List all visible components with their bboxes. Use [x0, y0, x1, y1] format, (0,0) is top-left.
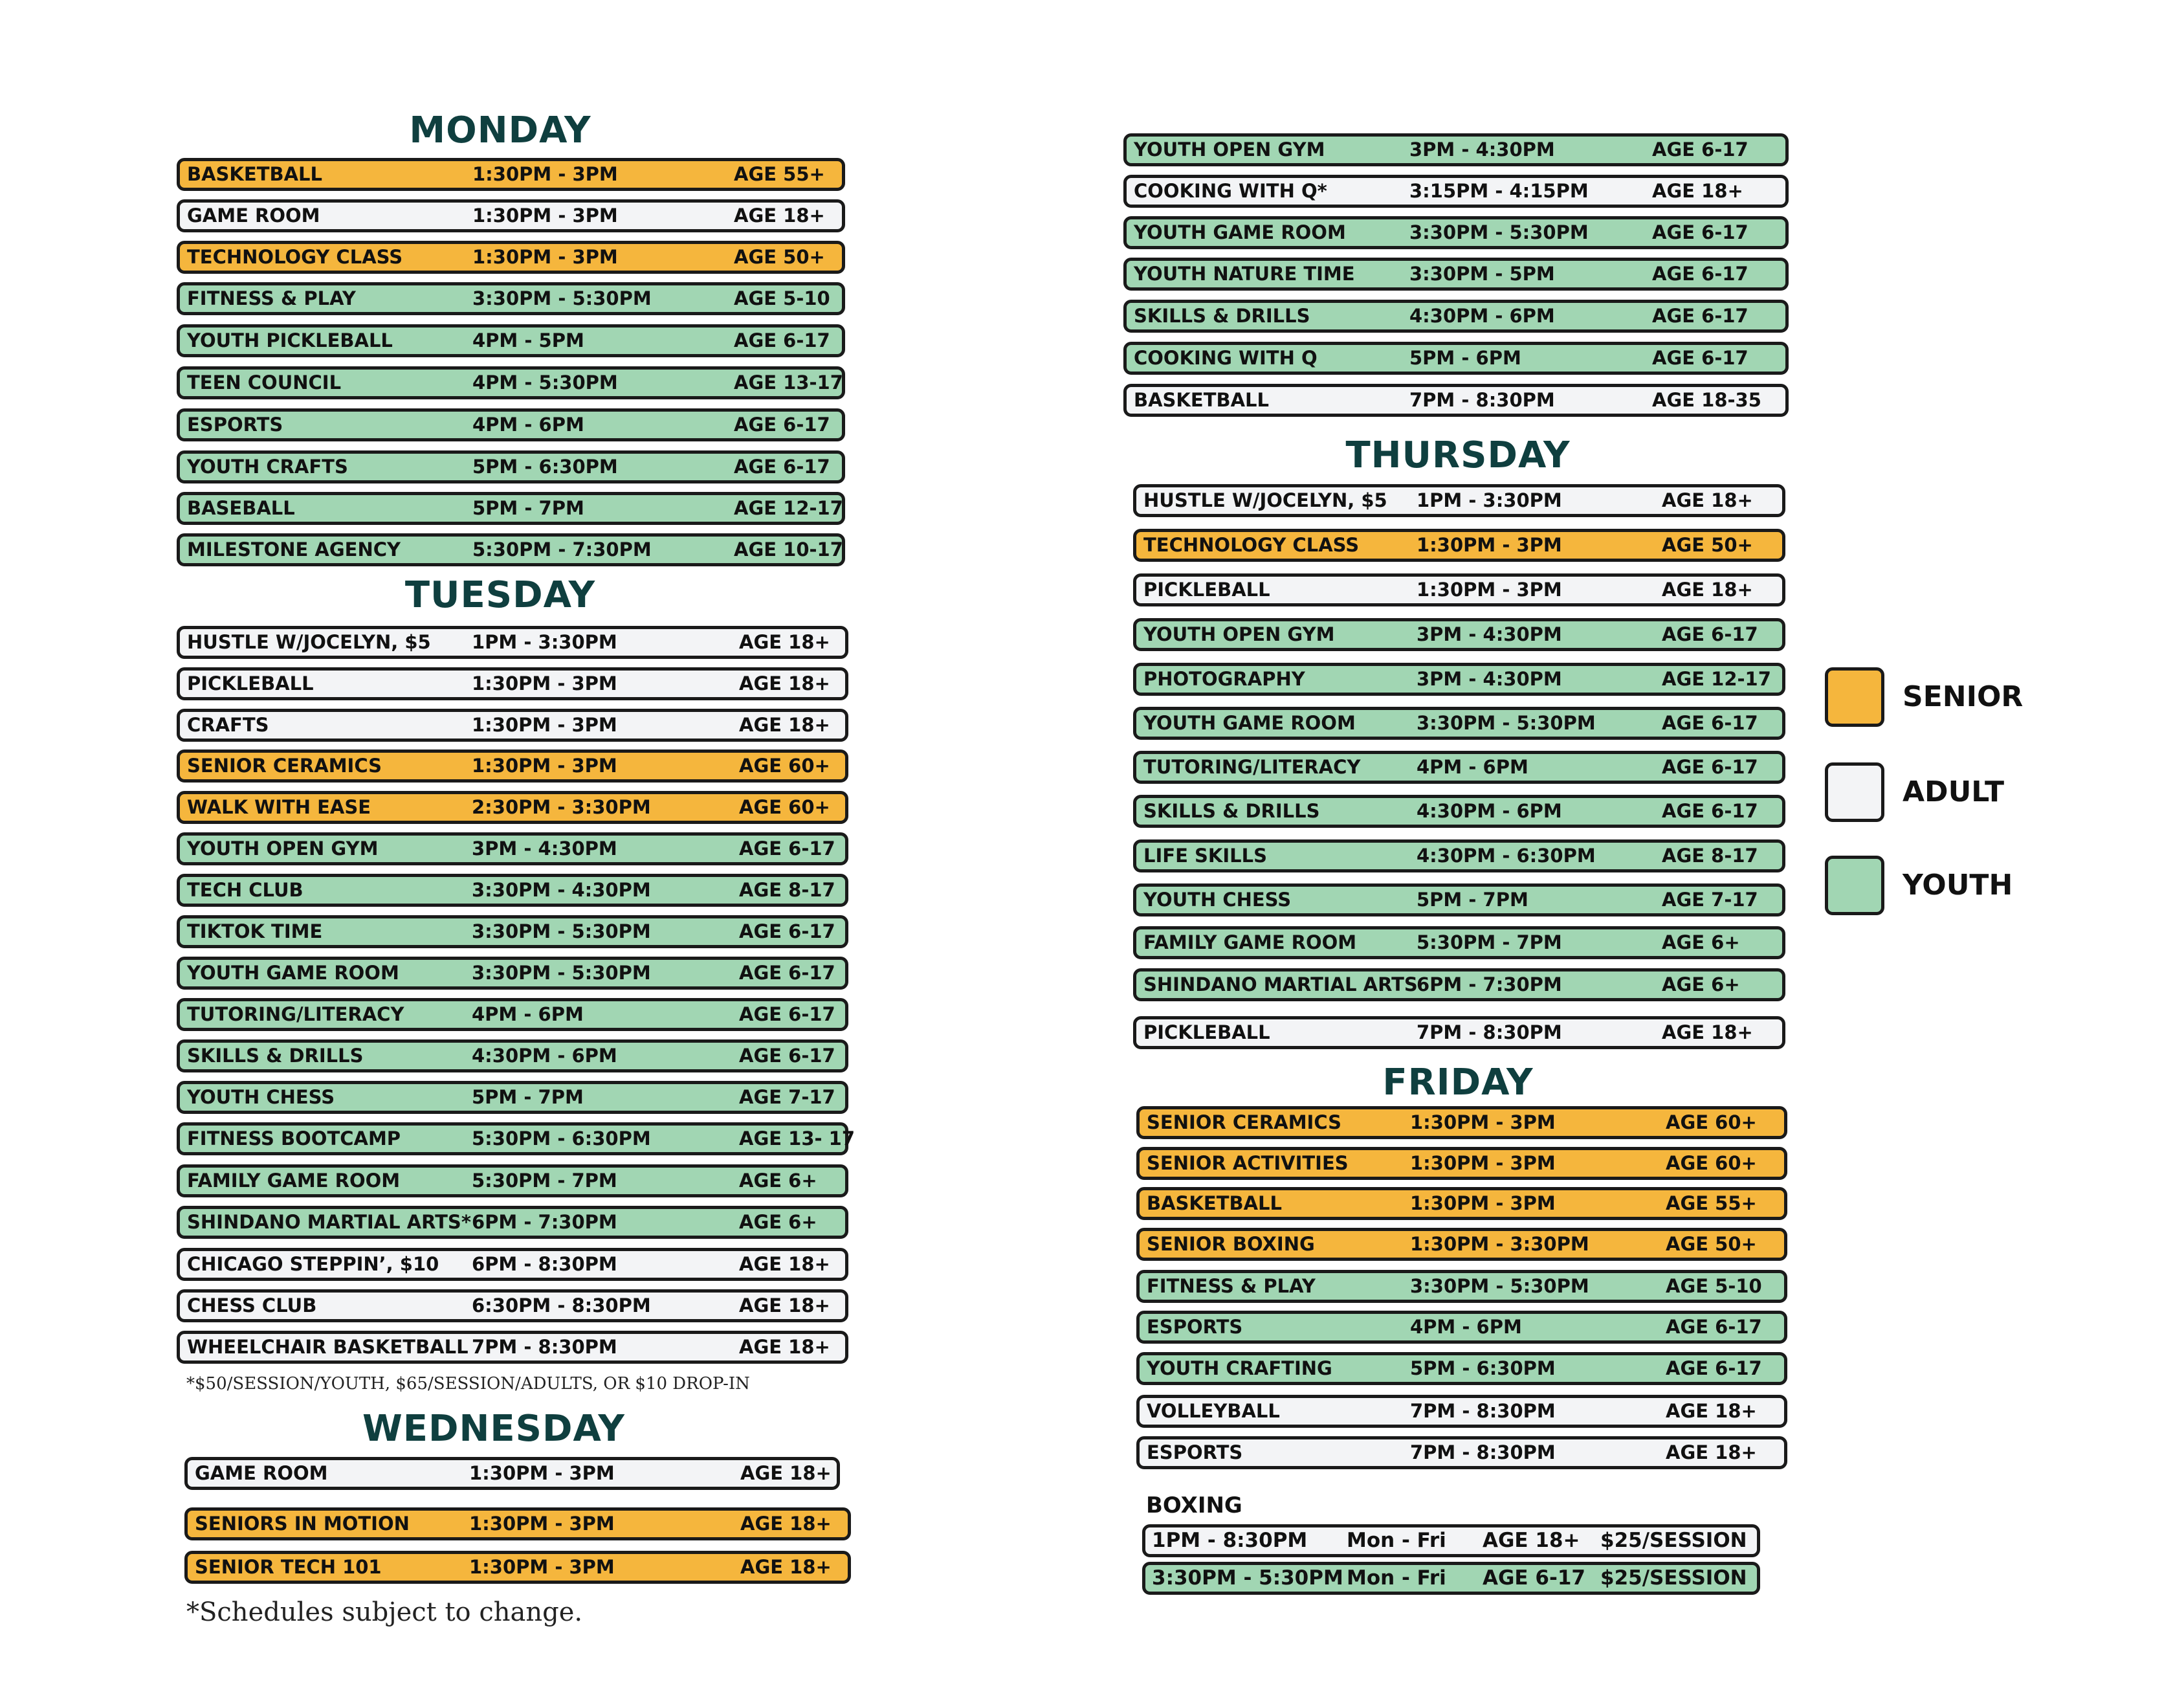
- thursday-heading: THURSDAY: [1345, 434, 1571, 476]
- activity-time: 3:30PM - 5:30PM: [1410, 1275, 1589, 1297]
- activity-age: AGE 18+: [734, 205, 825, 227]
- schedule-row: [177, 1164, 848, 1197]
- schedule-row: [177, 1039, 848, 1072]
- activity-time: 3:30PM - 5:30PM: [1409, 221, 1589, 243]
- activity-time: 1:30PM - 3PM: [469, 1556, 615, 1578]
- activity-age: AGE 6-17: [1666, 1316, 1762, 1338]
- activity-time: 5PM - 6PM: [1409, 347, 1521, 369]
- schedule-row: [177, 915, 848, 948]
- activity-age: AGE 6+: [739, 1211, 817, 1233]
- schedule-row: [1133, 795, 1785, 828]
- activity-age: AGE 6-17: [734, 329, 830, 351]
- activity-age: AGE 6-17: [1662, 756, 1758, 778]
- activity-time: 1:30PM - 3PM: [469, 1513, 615, 1535]
- boxing-row: [1142, 1524, 1760, 1557]
- activity-time: 7PM - 8:30PM: [472, 1336, 617, 1358]
- schedule-row: [177, 667, 848, 700]
- activity-time: 1:30PM - 3PM: [1410, 1152, 1556, 1174]
- activity-age: AGE 6-17: [734, 456, 830, 478]
- activity-name: YOUTH NATURE TIME: [1134, 263, 1355, 285]
- schedule-row: [1133, 707, 1785, 740]
- activity-name: BASKETBALL: [187, 163, 323, 185]
- boxing-price: $25/SESSION: [1600, 1566, 1747, 1590]
- schedule-row: [1136, 1395, 1787, 1428]
- activity-age: AGE 18+: [739, 1294, 830, 1316]
- schedule-row: [1136, 1228, 1787, 1261]
- activity-name: WALK WITH EASE: [187, 796, 371, 818]
- legend-senior-swatch: [1825, 667, 1884, 727]
- schedule-row: [1133, 839, 1785, 872]
- activity-name: TUTORING/LITERACY: [187, 1003, 404, 1025]
- schedule-row: [177, 533, 845, 566]
- activity-name: WHEELCHAIR BASKETBALL: [187, 1336, 469, 1358]
- activity-name: ESPORTS: [1147, 1316, 1243, 1338]
- activity-age: AGE 6-17: [1652, 347, 1748, 369]
- activity-age: AGE 18-35: [1652, 389, 1761, 411]
- boxing-row: [1142, 1562, 1760, 1595]
- activity-name: YOUTH OPEN GYM: [187, 838, 379, 860]
- activity-time: 3:30PM - 5:30PM: [1417, 712, 1596, 734]
- activity-age: AGE 6-17: [1666, 1357, 1762, 1379]
- activity-age: AGE 5-10: [734, 287, 830, 309]
- schedule-row: [1123, 300, 1789, 333]
- activity-age: AGE 18+: [740, 1462, 832, 1484]
- activity-name: PICKLEBALL: [187, 672, 314, 694]
- activity-age: AGE 6-17: [739, 962, 835, 984]
- activity-age: AGE 7-17: [1662, 889, 1758, 911]
- activity-name: YOUTH GAME ROOM: [187, 962, 399, 984]
- activity-time: 5PM - 6:30PM: [1410, 1357, 1556, 1379]
- activity-name: FAMILY GAME ROOM: [1143, 931, 1357, 953]
- schedule-row: [1136, 1352, 1787, 1385]
- activity-age: AGE 18+: [1652, 180, 1743, 202]
- schedule-row: [1133, 883, 1785, 916]
- activity-age: AGE 55+: [734, 163, 825, 185]
- activity-age: AGE 50+: [1662, 534, 1753, 556]
- legend-senior-label: SENIOR: [1903, 680, 2024, 713]
- schedule-row: [1133, 926, 1785, 959]
- activity-name: YOUTH CHESS: [187, 1086, 335, 1108]
- schedule-row: [1123, 133, 1789, 166]
- activity-age: AGE 50+: [734, 246, 825, 268]
- activity-name: SKILLS & DRILLS: [1143, 800, 1320, 822]
- activity-name: YOUTH CRAFTS: [187, 456, 348, 478]
- friday-heading: FRIDAY: [1382, 1061, 1534, 1104]
- activity-time: 5:30PM - 7:30PM: [472, 539, 652, 561]
- schedule-row: [1123, 216, 1789, 249]
- activity-time: 3PM - 4:30PM: [1417, 668, 1562, 690]
- schedule-row: [1123, 258, 1789, 291]
- activity-time: 6PM - 8:30PM: [472, 1253, 617, 1275]
- activity-name: FITNESS & PLAY: [187, 287, 356, 309]
- activity-name: CHICAGO STEPPIN’, $10: [187, 1253, 439, 1275]
- activity-name: GAME ROOM: [187, 205, 320, 227]
- activity-age: AGE 6-17: [1652, 221, 1748, 243]
- activity-name: TECH CLUB: [187, 879, 303, 901]
- activity-age: AGE 18+: [739, 631, 830, 653]
- schedule-row: [177, 324, 845, 357]
- activity-age: AGE 13- 17: [739, 1127, 855, 1149]
- activity-time: 1:30PM - 3PM: [472, 755, 617, 777]
- activity-age: AGE 55+: [1666, 1192, 1757, 1214]
- activity-name: ESPORTS: [1147, 1441, 1243, 1463]
- activity-name: YOUTH GAME ROOM: [1143, 712, 1356, 734]
- activity-name: SENIOR CERAMICS: [1147, 1111, 1342, 1133]
- activity-name: BASEBALL: [187, 497, 295, 519]
- activity-time: 4PM - 6PM: [472, 414, 584, 436]
- activity-age: AGE 18+: [1666, 1441, 1757, 1463]
- activity-name: COOKING WITH Q*: [1134, 180, 1327, 202]
- schedule-row: [1136, 1147, 1787, 1180]
- schedule-row: [177, 366, 845, 399]
- schedule-row: [177, 874, 848, 907]
- activity-age: AGE 8-17: [739, 879, 835, 901]
- activity-age: AGE 18+: [739, 672, 830, 694]
- activity-time: 1:30PM - 3PM: [469, 1462, 615, 1484]
- schedule-row: [177, 408, 845, 441]
- activity-time: 1:30PM - 3PM: [472, 714, 617, 736]
- schedule-row: [177, 492, 845, 525]
- schedule-row: [177, 1122, 855, 1155]
- activity-name: CHESS CLUB: [187, 1294, 317, 1316]
- activity-time: 4:30PM - 6PM: [472, 1045, 617, 1067]
- activity-age: AGE 6-17: [1652, 305, 1748, 327]
- schedule-row: [1136, 1436, 1787, 1469]
- schedule-row: [177, 1081, 848, 1114]
- schedule-row: [1136, 1270, 1787, 1303]
- activity-name: FAMILY GAME ROOM: [187, 1170, 401, 1192]
- activity-name: SENIOR TECH 101: [195, 1556, 382, 1578]
- schedule-row: [1123, 384, 1789, 417]
- activity-age: AGE 6-17: [1662, 623, 1758, 645]
- activity-name: PICKLEBALL: [1143, 579, 1270, 601]
- activity-time: 4:30PM - 6PM: [1409, 305, 1555, 327]
- activity-time: 4PM - 5PM: [472, 329, 584, 351]
- activity-name: COOKING WITH Q: [1134, 347, 1318, 369]
- tuesday-heading: TUESDAY: [404, 574, 596, 616]
- schedule-row: [177, 199, 845, 232]
- activity-name: HUSTLE W/JOCELYN, $5: [187, 631, 431, 653]
- activity-name: VOLLEYBALL: [1147, 1400, 1280, 1422]
- schedule-row: [1133, 751, 1785, 784]
- activity-time: 1:30PM - 3PM: [1410, 1192, 1556, 1214]
- monday-heading: MONDAY: [409, 109, 591, 151]
- schedule-row: [177, 791, 848, 824]
- activity-time: 7PM - 8:30PM: [1410, 1400, 1556, 1422]
- activity-time: 1PM - 3:30PM: [1417, 489, 1562, 511]
- activity-name: BASKETBALL: [1134, 389, 1270, 411]
- activity-time: 1:30PM - 3PM: [472, 205, 618, 227]
- activity-time: 6:30PM - 8:30PM: [472, 1294, 651, 1316]
- activity-name: ESPORTS: [187, 414, 283, 436]
- schedule-row: [177, 282, 845, 315]
- activity-time: 5PM - 7PM: [1417, 889, 1528, 911]
- activity-time: 5PM - 7PM: [472, 497, 584, 519]
- activity-age: AGE 6-17: [739, 838, 835, 860]
- activity-name: FITNESS & PLAY: [1147, 1275, 1316, 1297]
- schedule-note: *Schedules subject to change.: [186, 1597, 583, 1627]
- activity-name: SKILLS & DRILLS: [1134, 305, 1310, 327]
- activity-age: AGE 6-17: [739, 1003, 835, 1025]
- tuesday-footnote: *$50/SESSION/YOUTH, $65/SESSION/ADULTS, OR $10 DROP-IN: [186, 1374, 750, 1394]
- activity-time: 3PM - 4:30PM: [1417, 623, 1562, 645]
- activity-time: 3PM - 4:30PM: [1409, 139, 1555, 161]
- activity-age: AGE 8-17: [1662, 845, 1758, 867]
- activity-age: AGE 6-17: [1652, 139, 1748, 161]
- activity-time: 7PM - 8:30PM: [1410, 1441, 1556, 1463]
- activity-age: AGE 13-17: [734, 372, 843, 394]
- activity-name: SENIOR CERAMICS: [187, 755, 382, 777]
- activity-name: PHOTOGRAPHY: [1143, 668, 1305, 690]
- schedule-row: [177, 1248, 848, 1281]
- activity-name: YOUTH GAME ROOM: [1134, 221, 1346, 243]
- activity-time: 1:30PM - 3PM: [472, 246, 618, 268]
- activity-age: AGE 60+: [739, 796, 830, 818]
- activity-name: TECHNOLOGY CLASS: [1143, 534, 1360, 556]
- activity-time: 3:30PM - 5:30PM: [472, 287, 652, 309]
- activity-name: SKILLS & DRILLS: [187, 1045, 364, 1067]
- activity-age: AGE 18+: [740, 1513, 832, 1535]
- activity-age: AGE 18+: [1662, 489, 1753, 511]
- schedule-row: [177, 158, 845, 191]
- activity-time: 6PM - 7:30PM: [1417, 973, 1562, 995]
- activity-name: SHINDANO MARTIAL ARTS: [1143, 973, 1418, 995]
- activity-name: YOUTH PICKLEBALL: [187, 329, 393, 351]
- activity-name: TECHNOLOGY CLASS: [187, 246, 403, 268]
- schedule-row: [177, 750, 848, 783]
- activity-age: AGE 18+: [1662, 579, 1753, 601]
- legend-adult-label: ADULT: [1903, 775, 2005, 808]
- activity-age: AGE 60+: [739, 755, 830, 777]
- activity-name: TEEN COUNCIL: [187, 372, 342, 394]
- activity-time: 7PM - 8:30PM: [1417, 1021, 1562, 1043]
- activity-time: 1:30PM - 3PM: [1417, 534, 1562, 556]
- activity-age: AGE 18+: [740, 1556, 832, 1578]
- schedule-row: [1136, 1187, 1787, 1220]
- activity-age: AGE 5-10: [1666, 1275, 1762, 1297]
- schedule-row: [177, 998, 848, 1031]
- activity-age: AGE 10-17: [734, 539, 843, 561]
- boxing-time: 3:30PM - 5:30PM: [1152, 1566, 1343, 1590]
- boxing-heading: BOXING: [1146, 1493, 1242, 1518]
- activity-time: 4PM - 6PM: [472, 1003, 584, 1025]
- activity-time: 7PM - 8:30PM: [1409, 389, 1555, 411]
- activity-age: AGE 6-17: [1652, 263, 1748, 285]
- boxing-days: Mon - Fri: [1347, 1529, 1446, 1552]
- activity-time: 5:30PM - 6:30PM: [472, 1127, 651, 1149]
- activity-age: AGE 18+: [1666, 1400, 1757, 1422]
- activity-age: AGE 7-17: [739, 1086, 835, 1108]
- activity-name: MILESTONE AGENCY: [187, 539, 401, 561]
- activity-time: 4PM - 5:30PM: [472, 372, 618, 394]
- activity-name: GAME ROOM: [195, 1462, 328, 1484]
- activity-time: 3:30PM - 5PM: [1409, 263, 1555, 285]
- activity-time: 5PM - 7PM: [472, 1086, 584, 1108]
- activity-age: AGE 18+: [1662, 1021, 1753, 1043]
- activity-age: AGE 60+: [1666, 1152, 1757, 1174]
- boxing-price: $25/SESSION: [1600, 1529, 1747, 1552]
- activity-name: CRAFTS: [187, 714, 269, 736]
- schedule-row: [177, 450, 845, 483]
- activity-name: FITNESS BOOTCAMP: [187, 1127, 401, 1149]
- schedule-row: [1133, 484, 1785, 517]
- activity-time: 1PM - 3:30PM: [472, 631, 617, 653]
- activity-name: SHINDANO MARTIAL ARTS*: [187, 1211, 471, 1233]
- activity-time: 1:30PM - 3:30PM: [1410, 1233, 1589, 1255]
- schedule-row: [177, 1289, 848, 1322]
- activity-time: 3:15PM - 4:15PM: [1409, 180, 1589, 202]
- schedule-row: [1136, 1106, 1787, 1139]
- boxing-days: Mon - Fri: [1347, 1566, 1446, 1590]
- schedule-row: [1133, 573, 1785, 606]
- activity-age: AGE 12-17: [734, 497, 843, 519]
- activity-time: 6PM - 7:30PM: [472, 1211, 617, 1233]
- activity-age: AGE 60+: [1666, 1111, 1757, 1133]
- activity-time: 4PM - 6PM: [1410, 1316, 1522, 1338]
- activity-time: 1:30PM - 3PM: [1417, 579, 1562, 601]
- activity-name: YOUTH OPEN GYM: [1143, 623, 1335, 645]
- activity-time: 1:30PM - 3PM: [472, 672, 617, 694]
- schedule-row: [1123, 175, 1789, 208]
- schedule-row: [177, 957, 848, 990]
- schedule-row: [184, 1457, 840, 1490]
- activity-name: YOUTH CHESS: [1143, 889, 1292, 911]
- activity-time: 3:30PM - 5:30PM: [472, 962, 651, 984]
- activity-time: 5:30PM - 7PM: [472, 1170, 617, 1192]
- activity-time: 1:30PM - 3PM: [1410, 1111, 1556, 1133]
- schedule-row: [177, 241, 845, 274]
- schedule-row: [1133, 663, 1785, 696]
- activity-age: AGE 6-17: [1662, 800, 1758, 822]
- activity-name: YOUTH OPEN GYM: [1134, 139, 1325, 161]
- activity-time: 4:30PM - 6:30PM: [1417, 845, 1596, 867]
- activity-name: SENIOR BOXING: [1147, 1233, 1315, 1255]
- activity-name: LIFE SKILLS: [1143, 845, 1267, 867]
- activity-name: TUTORING/LITERACY: [1143, 756, 1361, 778]
- activity-time: 1:30PM - 3PM: [472, 163, 618, 185]
- activity-time: 5PM - 6:30PM: [472, 456, 618, 478]
- wednesday-heading: WEDNESDAY: [362, 1408, 625, 1450]
- activity-time: 4:30PM - 6PM: [1417, 800, 1562, 822]
- schedule-row: [177, 1331, 848, 1364]
- activity-name: BASKETBALL: [1147, 1192, 1283, 1214]
- schedule-row: [1133, 618, 1785, 651]
- activity-age: AGE 6-17: [734, 414, 830, 436]
- schedule-row: [184, 1551, 851, 1584]
- activity-time: 3PM - 4:30PM: [472, 838, 617, 860]
- activity-age: AGE 12-17: [1662, 668, 1771, 690]
- activity-age: AGE 6+: [1662, 973, 1740, 995]
- activity-age: AGE 6+: [739, 1170, 817, 1192]
- activity-name: TIKTOK TIME: [187, 920, 323, 942]
- schedule-row: [1133, 529, 1785, 562]
- activity-age: AGE 50+: [1666, 1233, 1757, 1255]
- schedule-row: [177, 832, 848, 865]
- activity-name: SENIORS IN MOTION: [195, 1513, 410, 1535]
- schedule-row: [1133, 968, 1785, 1001]
- schedule-row: [1136, 1311, 1787, 1344]
- legend-adult-swatch: [1825, 762, 1884, 822]
- activity-time: 2:30PM - 3:30PM: [472, 796, 651, 818]
- activity-age: AGE 6-17: [739, 1045, 835, 1067]
- activity-name: YOUTH CRAFTING: [1147, 1357, 1332, 1379]
- activity-age: AGE 18+: [739, 714, 830, 736]
- activity-name: SENIOR ACTIVITIES: [1147, 1152, 1349, 1174]
- legend-youth-label: YOUTH: [1903, 869, 2013, 902]
- schedule-row: [1123, 342, 1789, 375]
- schedule-row: [1133, 1016, 1785, 1049]
- boxing-time: 1PM - 8:30PM: [1152, 1529, 1308, 1552]
- schedule-row: [177, 1206, 848, 1239]
- activity-time: 4PM - 6PM: [1417, 756, 1528, 778]
- boxing-age: AGE 6-17: [1483, 1566, 1585, 1590]
- boxing-age: AGE 18+: [1483, 1529, 1580, 1552]
- activity-age: AGE 18+: [739, 1253, 830, 1275]
- activity-age: AGE 6+: [1662, 931, 1740, 953]
- activity-age: AGE 6-17: [1662, 712, 1758, 734]
- activity-time: 5:30PM - 7PM: [1417, 931, 1562, 953]
- activity-age: AGE 18+: [739, 1336, 830, 1358]
- activity-time: 3:30PM - 5:30PM: [472, 920, 651, 942]
- schedule-row: [177, 626, 848, 659]
- legend-youth-swatch: [1825, 856, 1884, 915]
- activity-name: PICKLEBALL: [1143, 1021, 1270, 1043]
- schedule-row: [177, 709, 848, 742]
- schedule-row: [184, 1507, 851, 1540]
- activity-name: HUSTLE W/JOCELYN, $5: [1143, 489, 1387, 511]
- activity-age: AGE 6-17: [739, 920, 835, 942]
- activity-time: 3:30PM - 4:30PM: [472, 879, 651, 901]
